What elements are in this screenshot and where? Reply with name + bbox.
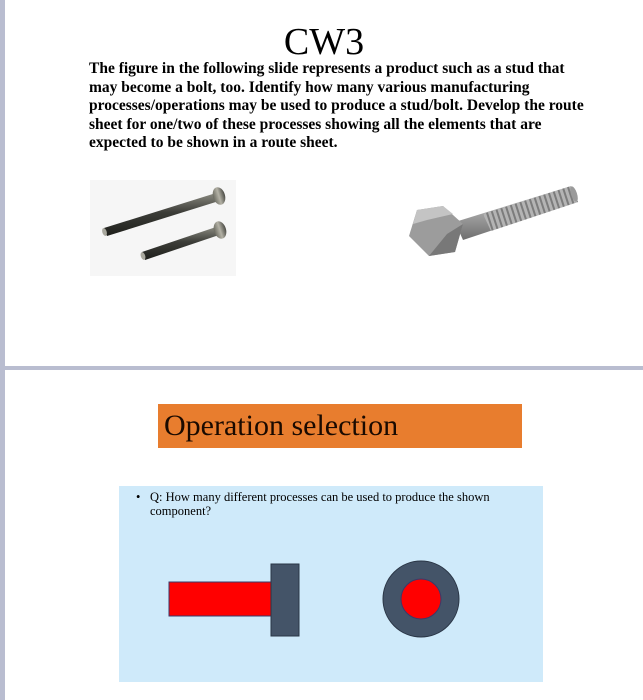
section-heading: Operation selection: [158, 404, 522, 448]
stud-shaft: [169, 582, 271, 616]
stud-diagram: [119, 486, 543, 682]
hex-bolt-photo: [403, 184, 579, 262]
stud-pins-photo: [90, 180, 236, 276]
question-panel: [119, 486, 543, 682]
slide-cw3: [5, 0, 643, 366]
stud-head: [271, 564, 299, 636]
question-label: Q: How many different processes can be used to produce the shown component?: [150, 490, 490, 518]
hex-bolt-image: [403, 184, 579, 262]
stud-pins-image: [90, 180, 236, 276]
slide-operation-selection: [5, 370, 643, 700]
stud-end-view-inner: [401, 579, 441, 619]
slide-title: CW3: [283, 21, 365, 63]
assignment-text: The figure in the following slide represents a product such as a stud that may become a bolt, too. Identify how many various manufacturing processes/operations may be used to produce a stud/bolt. Develop the route sheet for one/two of these processes showing all the elements that are expected to be shown in a route sheet.: [89, 60, 584, 152]
bullet-marker: •: [136, 490, 141, 504]
